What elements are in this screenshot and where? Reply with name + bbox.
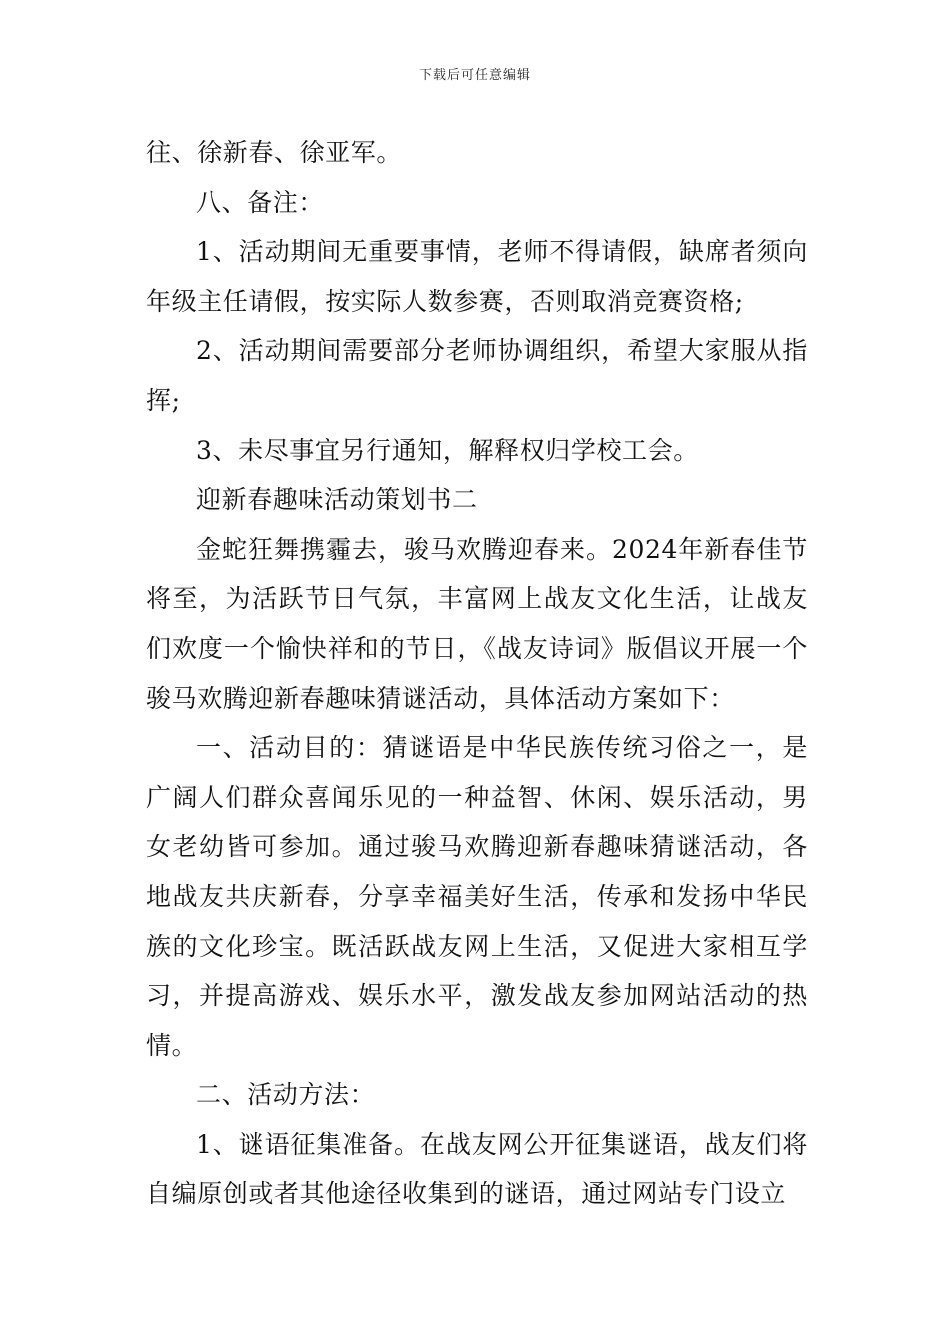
paragraph-3: 1、活动期间无重要事情，老师不得请假，缺席者须向年级主任请假，按实际人数参赛，否则取消竞赛资格; <box>146 237 808 316</box>
section-title: 迎新春趣味活动策划书二 <box>196 485 478 515</box>
paragraph-10: 1、谜语征集准备。在战友网公开征集谜语，战友们将自编原创或者其他途径收集到的谜语，通过网站专门设立 <box>146 1129 808 1209</box>
page-header: 下载后可任意编辑 <box>418 68 531 83</box>
paragraph-9: 二、活动方法： <box>196 1080 376 1110</box>
paragraph-8: 一、活动目的：猜谜语是中华民族传统习俗之一，是广阔人们群众喜闻乐见的一种益智、休闲、娱乐活动，男女老幼皆可参加。通过骏马欢腾迎新春趣味猜谜活动，各地战友共庆新春，分享幸福美好生活，传承和发扬中华民族的文化珍宝。既活跃战友网上生活，又促进大家相互学习，并提高游戏、娱乐水平，激发战友参加网站活动的热情。 <box>146 733 808 1060</box>
paragraph-1: 往、徐新春、徐亚军。 <box>146 138 403 167</box>
document-body <box>146 128 808 1219</box>
paragraph-7: 金蛇狂舞携霾去，骏马欢腾迎春来。2024年新春佳节将至，为活跃节日气氛，丰富网上战友文化生活，让战友们欢度一个愉快祥和的节日，《战友诗词》版倡议开展一个骏马欢腾迎新春趣味猜谜活动，具体活动方案如下： <box>146 534 808 713</box>
paragraph-5: 3、未尽事宜另行通知，解释权归学校工会。 <box>196 435 699 465</box>
paragraph-2: 八、备注： <box>196 187 325 217</box>
paragraph-4: 2、活动期间需要部分老师协调组织，希望大家服从指挥; <box>146 336 808 415</box>
